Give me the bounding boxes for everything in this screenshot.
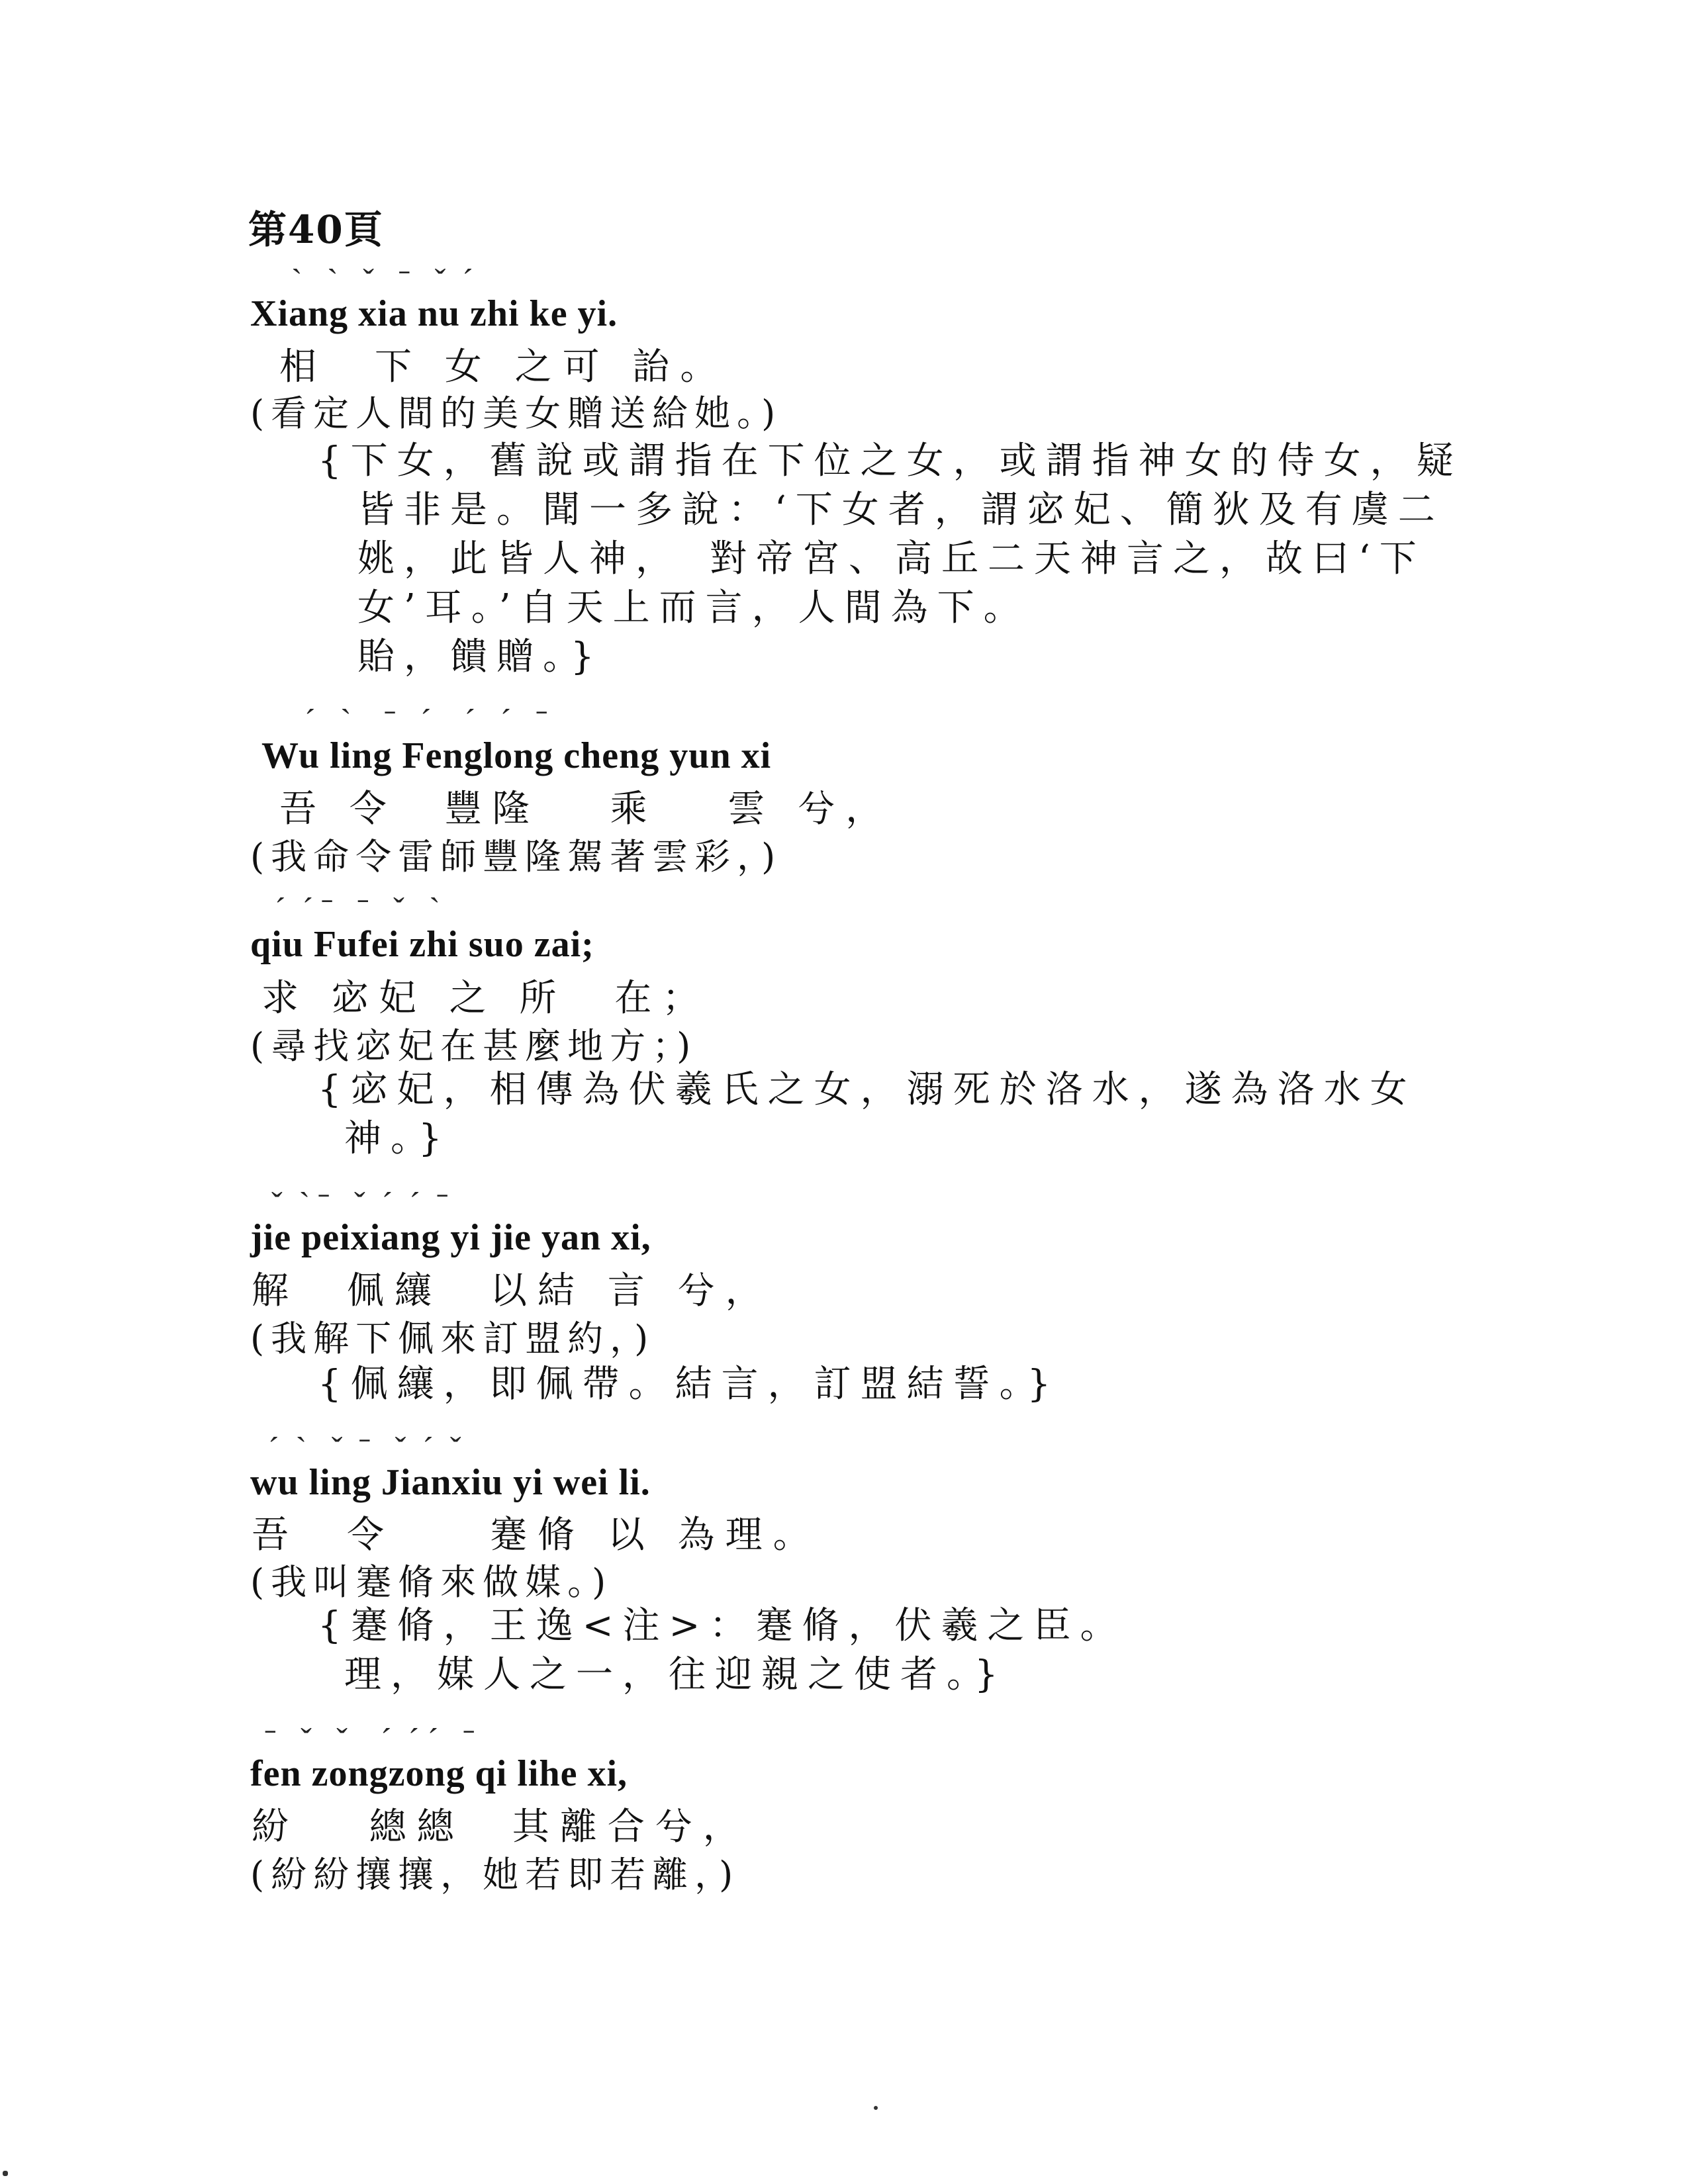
pinyin-line: Wu ling Fenglong cheng yun xi xyxy=(261,735,772,776)
note-line: 理，媒人之一，往迎親之使者。} xyxy=(344,1653,1008,1696)
tone-marks: ˇ ˋ ˉ ˇ ˊ ˊ ˉ xyxy=(271,1185,448,1222)
pinyin-line: qiu Fufei zhi suo zai; xyxy=(250,924,594,965)
translation-line: (紛紛攘攘，她若即若離，) xyxy=(250,1854,740,1895)
note-line: {下女，舊說或謂指在下位之女，或謂指神女的侍女，疑 xyxy=(318,439,1463,482)
hanzi-line: 解 佩纕 以結 言 兮， xyxy=(252,1269,773,1312)
translation-line: (我解下佩來訂盟約，) xyxy=(250,1318,655,1359)
hanzi-line: 紛 總總 其離合兮， xyxy=(252,1805,751,1848)
scan-speck xyxy=(874,2106,878,2110)
translation-line: (我命令雷師豐隆駕著雲彩，) xyxy=(250,836,782,878)
scan-speck xyxy=(3,2171,8,2176)
translation-line: (看定人間的美女贈送給她。) xyxy=(250,392,782,434)
note-line: {佩纕，即佩帶。結言，訂盟結誓。} xyxy=(318,1363,1060,1406)
note-line: 貽，饋贈。} xyxy=(357,635,604,678)
tone-marks: ˊ ˋ ˇ ˉ ˇ ˊ ˇ xyxy=(268,1430,461,1467)
pinyin-line: wu ling Jianxiu yi wei li. xyxy=(250,1462,651,1503)
tone-marks: ˋ ˋ ˇ ˉ ˇ ˊ xyxy=(291,262,473,299)
note-line: 女’耳。’自天上而言，人間為下。 xyxy=(357,586,1030,629)
note-line: 皆非是。聞一多說：‘下女者，謂宓妃、簡狄及有虞二 xyxy=(357,488,1444,531)
pinyin-line: Xiang xia nu zhi ke yi. xyxy=(250,293,618,334)
pinyin-line: fen zongzong qi lihe xi, xyxy=(250,1753,628,1794)
tone-marks: ˉ ˇ ˇ ˊ ˊ ˊ ˉ xyxy=(265,1721,475,1758)
hanzi-line: 相 下 女 之可 詒。 xyxy=(279,345,728,388)
pinyin-line: jie peixiang yi jie yan xi, xyxy=(250,1217,651,1258)
note-line: {宓妃，相傳為伏羲氏之女，溺死於洛水，遂為洛水女 xyxy=(318,1068,1417,1111)
hanzi-line: 求 宓妃 之 所 在； xyxy=(261,977,710,1020)
tone-marks: ˊ ˊ ˉ ˉ ˇ ˋ xyxy=(275,891,440,928)
translation-line: (尋找宓妃在甚麼地方；) xyxy=(250,1025,698,1067)
hanzi-line: 吾 令 蹇脩 以 為理。 xyxy=(252,1514,821,1557)
note-line: 神。} xyxy=(344,1117,451,1160)
page-header: 第40頁 xyxy=(248,207,384,252)
note-line: {蹇脩，王逸<注>：蹇脩，伏羲之臣。 xyxy=(318,1604,1127,1647)
note-line: 姚，此皆人神， 對帝宮、高丘二天神言之，故曰‘下 xyxy=(357,537,1426,580)
translation-line: (我叫蹇脩來做媒。) xyxy=(250,1561,613,1603)
hanzi-line: 吾 令 豐隆 乘 雲 兮， xyxy=(279,788,894,831)
tone-marks: ˊ ˋ ˉ ˊ ˊ ˊ ˉ xyxy=(305,702,547,739)
